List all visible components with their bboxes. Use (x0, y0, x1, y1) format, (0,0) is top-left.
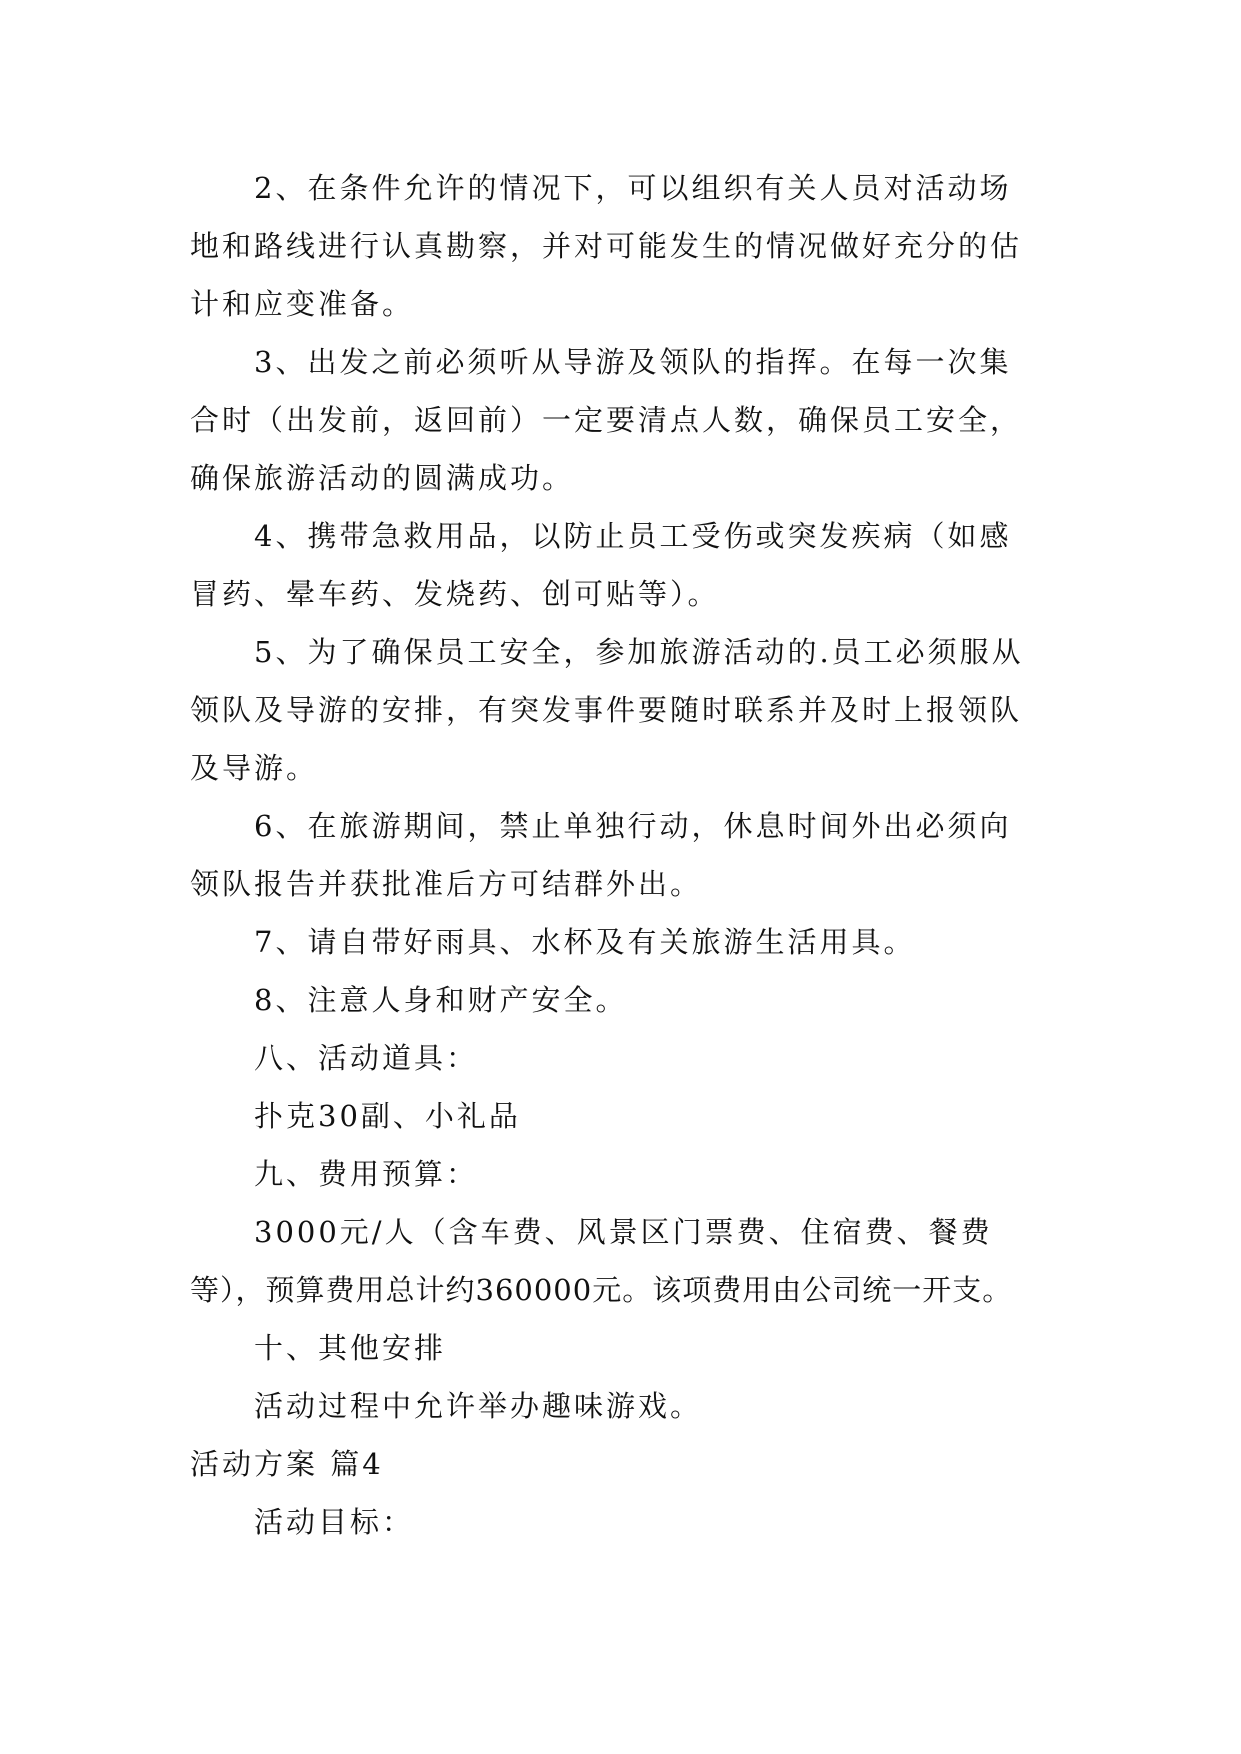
budget-detail-line-1: 3000元/人（含车费、风景区门票费、住宿费、餐费 (254, 1215, 993, 1249)
paragraph-5-line-2: 领队及导游的安排，有突发事件要随时联系并及时上报领队 (190, 693, 1023, 727)
section-heading-props: 八、活动道具： (254, 1041, 479, 1075)
paragraph-3-line-2: 合时（出发前，返回前）一定要清点人数，确保员工安全， (190, 403, 1023, 437)
paragraph-5-line-3: 及导游。 (190, 751, 319, 785)
paragraph-6-line-2: 领队报告并获批准后方可结群外出。 (190, 867, 703, 901)
paragraph-5-line-1: 5、为了确保员工安全，参加旅游活动的.员工必须服从 (254, 635, 1024, 669)
paragraph-4-line-1: 4、携带急救用品，以防止员工受伤或突发疾病（如感 (254, 519, 1012, 553)
activity-goal-heading: 活动目标： (254, 1505, 415, 1539)
paragraph-7: 7、请自带好雨具、水杯及有关旅游生活用具。 (254, 925, 916, 959)
section-heading-budget: 九、费用预算： (254, 1157, 479, 1191)
props-detail: 扑克30副、小礼品 (254, 1099, 521, 1133)
other-detail: 活动过程中允许举办趣味游戏。 (254, 1389, 703, 1423)
plan-title: 活动方案 篇4 (190, 1447, 384, 1481)
paragraph-3-line-1: 3、出发之前必须听从导游及领队的指挥。在每一次集 (254, 345, 1012, 379)
paragraph-2-line-3: 计和应变准备。 (190, 287, 415, 321)
paragraph-8: 8、注意人身和财产安全。 (254, 983, 628, 1017)
paragraph-3-line-3: 确保旅游活动的圆满成功。 (190, 461, 575, 495)
paragraph-6-line-1: 6、在旅游期间，禁止单独行动，休息时间外出必须向 (254, 809, 1012, 843)
section-heading-other: 十、其他安排 (254, 1331, 447, 1365)
budget-detail-line-2: 等），预算费用总计约360000元。该项费用由公司统一开支。 (190, 1273, 1013, 1307)
paragraph-2-line-1: 2、在条件允许的情况下，可以组织有关人员对活动场 (254, 171, 1012, 205)
paragraph-2-line-2: 地和路线进行认真勘察，并对可能发生的情况做好充分的估 (190, 229, 1023, 263)
document-body (190, 159, 1055, 1551)
paragraph-4-line-2: 冒药、晕车药、发烧药、创可贴等）。 (190, 577, 720, 611)
